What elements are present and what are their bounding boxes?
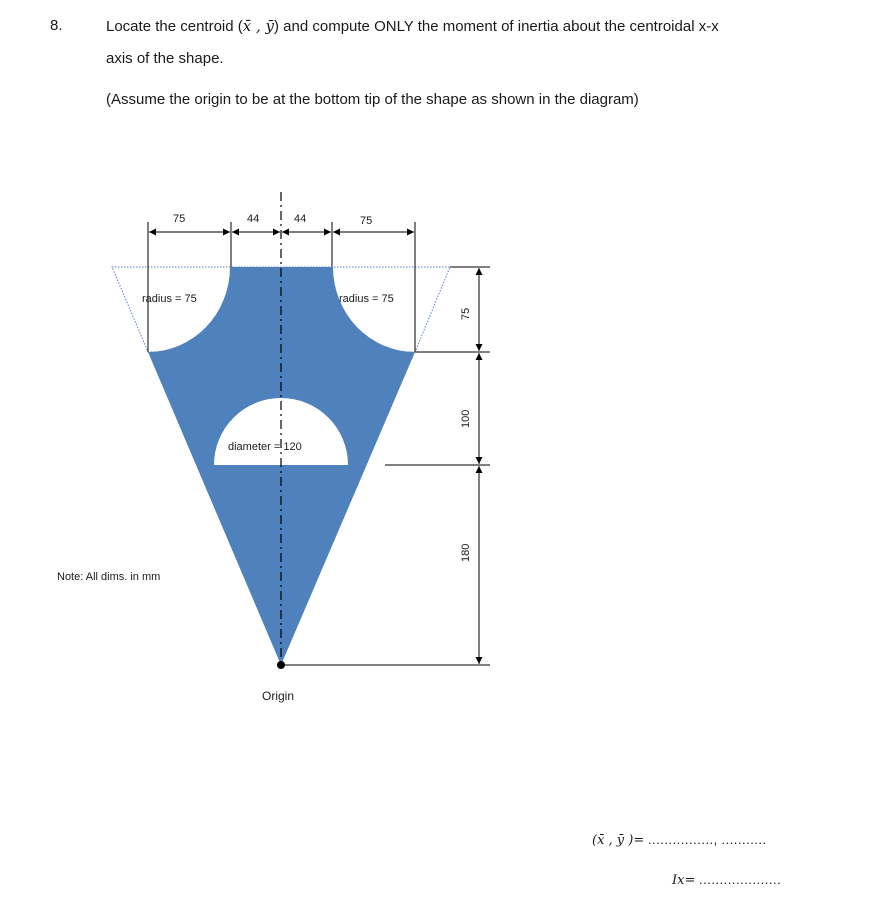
question-number: 8. xyxy=(50,17,63,34)
dim-label-right-44: 44 xyxy=(294,213,307,225)
units-note: Note: All dims. in mm xyxy=(57,571,161,583)
dim-label-mid-100: 100 xyxy=(460,409,472,428)
dim-label-top-75: 75 xyxy=(460,307,472,320)
question-line-3: (Assume the origin to be at the bottom tip of the shape as shown in the diagram) xyxy=(106,91,639,108)
diameter-label: diameter = 120 xyxy=(228,441,302,453)
right-radius-label: radius = 75 xyxy=(339,293,394,305)
dim-label-left-44: 44 xyxy=(247,213,260,225)
dim-label-right-75: 75 xyxy=(360,215,373,227)
centroid-answer-label: (x̄ , ȳ )= xyxy=(592,833,645,848)
centroid-y-blank[interactable]: ........... xyxy=(721,832,767,847)
ix-answer-label: Ix= xyxy=(672,873,696,888)
origin-label: Origin xyxy=(262,689,295,703)
dim-label-left-75: 75 xyxy=(173,213,186,225)
left-radius-label: radius = 75 xyxy=(142,293,197,305)
centroid-answer-line xyxy=(592,832,767,848)
question-line-1-start: Locate the centroid ( xyxy=(106,18,243,35)
dim-label-bottom-180: 180 xyxy=(460,543,472,562)
centroid-symbol: x̄ , ȳ xyxy=(242,17,275,35)
question-line-1-end: ) and compute ONLY the moment of inertia about the centroidal x-x xyxy=(274,18,719,35)
centroid-x-blank[interactable]: ................, xyxy=(647,832,718,847)
question-line-2: axis of the shape. xyxy=(106,50,224,67)
ix-answer-line xyxy=(672,872,781,888)
ix-blank[interactable]: .................... xyxy=(698,872,782,887)
